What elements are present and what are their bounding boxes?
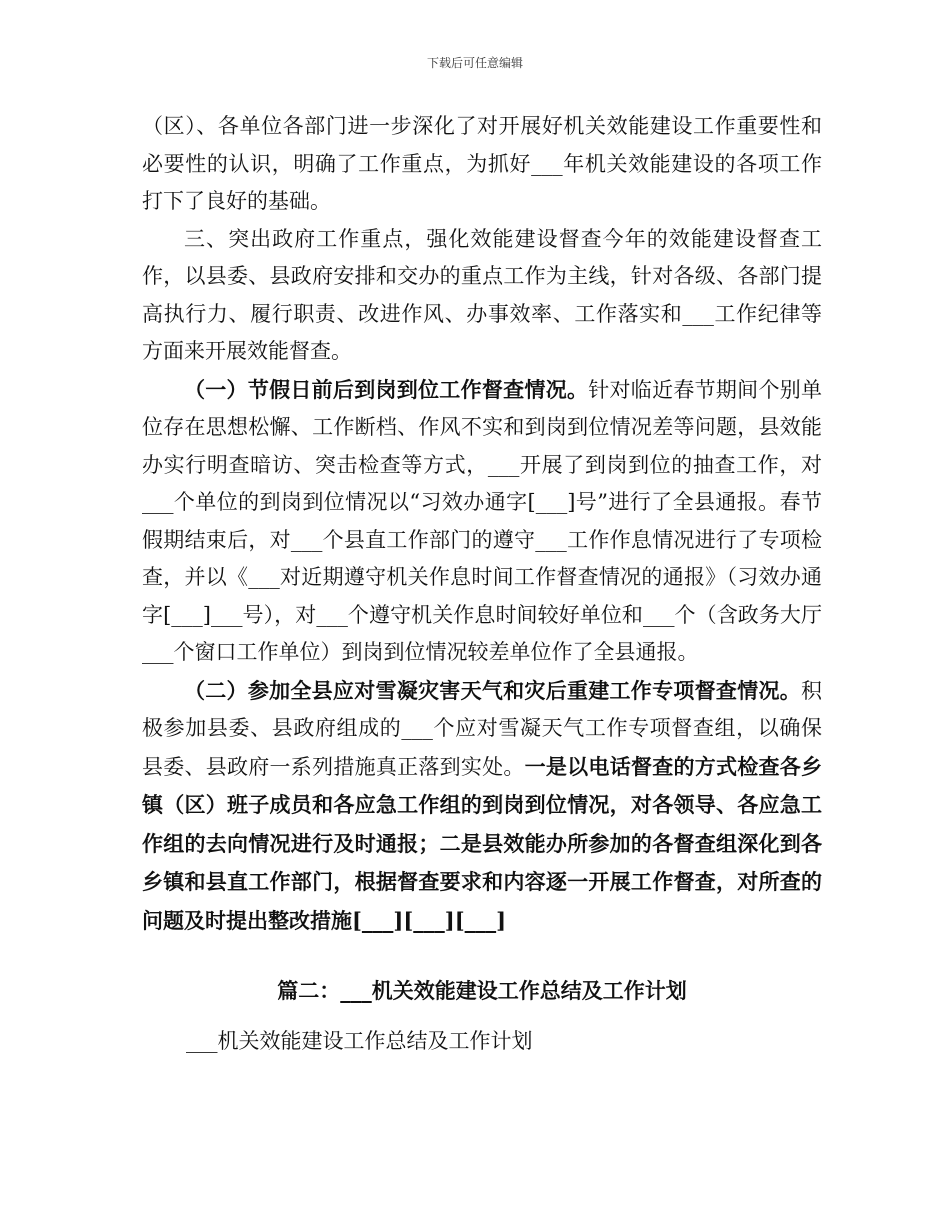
paragraph-text: 积极参加县委、县政府组成的___个应对雪凝天气工作专项督查组，以确保县委、县政府一系列措施真正落到实处。 <box>142 678 822 779</box>
article-heading: 篇二：___机关效能建设工作总结及工作计划 <box>277 978 687 1003</box>
paragraph-text: 三、突出政府工作重点，强化效能建设督查今年的效能建设督查工作，以县委、县政府安排和交办的重点工作为主线，针对各级、各部门提高执行力、履行职责、改进作风、办事效率、工作落实和___工作纪律等方面来开展效能督查。 <box>142 226 822 363</box>
body-text <box>142 108 822 940</box>
paragraph-bold-text: 一是以电话督查的方式检查各乡镇（区）班子成员和各应急工作组的到岗到位情况，对各领导、各应急工作组的去向情况进行及时通报；二是县效能办所参加的各督查组深化到各乡镇和县直工作部门，根据督查要求和内容逐一开展工作督查，对所查的问题及时提出整改措施[___][___][___] <box>142 753 823 933</box>
paragraph-1 <box>142 108 822 221</box>
paragraph-4 <box>142 672 822 941</box>
paragraph-2 <box>142 221 822 371</box>
paragraph-text: 针对临近春节期间个别单位存在思想松懈、工作断档、作风不实和到岗到位情况差等问题，县效能办实行明查暗访、突击检查等方式，___开展了到岗到位的抽查工作，对___个单位的到岗到位情况以“习效办通字[___]号”进行了全县通报。春节假期结束后，对___个县直工作部门的遵守___工作作息情况进行了专项检查，并以《___对近期遵守机关作息时间工作督查情况的通报》（习效办通字[___]___号），对___个遵守机关作息时间较好单位和___个（含政务大厅___个窗口工作单位）到岗到位情况较差单位作了全县通报。 <box>142 377 823 664</box>
section-heading: （二）参加全县应对雪凝灾害天气和灾后重建工作专项督查情况。 <box>184 677 801 703</box>
paragraph-3 <box>142 371 822 672</box>
section-heading: （一）节假日前后到岗到位工作督查情况。 <box>184 376 589 402</box>
article-subtitle: ___机关效能建设工作总结及工作计划 <box>186 1029 533 1053</box>
paragraph-text: （区）、各单位各部门进一步深化了对开展好机关效能建设工作重要性和必要性的认识，明确了工作重点，为抓好___年机关效能建设的各项工作打下了良好的基础。 <box>142 114 822 213</box>
page-header: 下载后可任意编辑 <box>426 56 523 70</box>
